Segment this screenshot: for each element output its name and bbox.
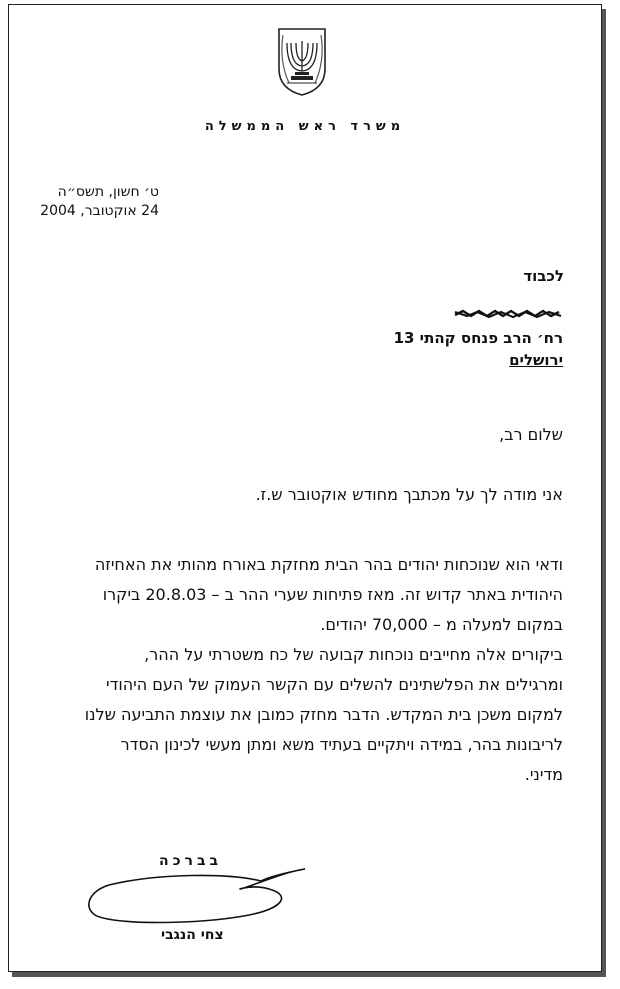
thanks-line: אני מודה לך על מכתבך מחודש אוקטובר ש.ז. bbox=[255, 485, 563, 504]
recipient-city: ירושלים bbox=[509, 351, 563, 369]
signer-name: צחי הנגבי bbox=[161, 927, 224, 943]
recipient-street: רח׳ הרב פנחס קהתי 13 bbox=[393, 329, 563, 347]
body-line: ומרגילים את הפלשתינים להשלים עם הקשר העמוק של העם היהודי bbox=[106, 675, 563, 694]
body-line: ודאי הוא שנוכחות יהודים בהר הבית מחזקת באורח מהותי את האחיזה bbox=[94, 555, 563, 574]
redaction-scribble-icon bbox=[453, 307, 563, 321]
recipient-name-redacted bbox=[394, 305, 563, 327]
handwritten-signature-icon bbox=[79, 863, 309, 933]
body-line: למקום משכן בית המקדש. הדבר מחזק כמובן את עוצמת התביעה שלנו bbox=[84, 705, 563, 724]
recipient-address-block bbox=[394, 305, 563, 371]
body-line: במקום למעלה מ – 70,000 יהודים. bbox=[320, 615, 563, 634]
date-block bbox=[9, 183, 159, 221]
body-line: היהודית באתר קדוש זה. מאז פתיחות שערי ההר ב – 20.8.03 ביקרו bbox=[102, 585, 563, 604]
greeting: שלום רב, bbox=[499, 425, 563, 444]
gregorian-date: 24 אוקטובר, 2004 bbox=[40, 203, 159, 219]
body-line: ביקורים אלה מחייבים נוכחות קבועה של כח משטרתי על ההר, bbox=[144, 645, 563, 664]
hebrew-date: ט׳ חשון, תשס״ה bbox=[57, 184, 159, 200]
body-line: לריבונות בהר, במידה ויתקיים בעתיד משא ומתן מעשי לכינון הסדר bbox=[120, 735, 563, 754]
closing: בברכה bbox=[159, 853, 223, 869]
ministry-name: משרד ראש הממשלה bbox=[204, 119, 406, 134]
to-label: לכבוד bbox=[523, 267, 564, 285]
letter-body bbox=[43, 550, 563, 790]
body-line: מדיני. bbox=[524, 765, 563, 784]
letter-page bbox=[8, 4, 602, 972]
state-emblem-icon bbox=[275, 25, 329, 97]
